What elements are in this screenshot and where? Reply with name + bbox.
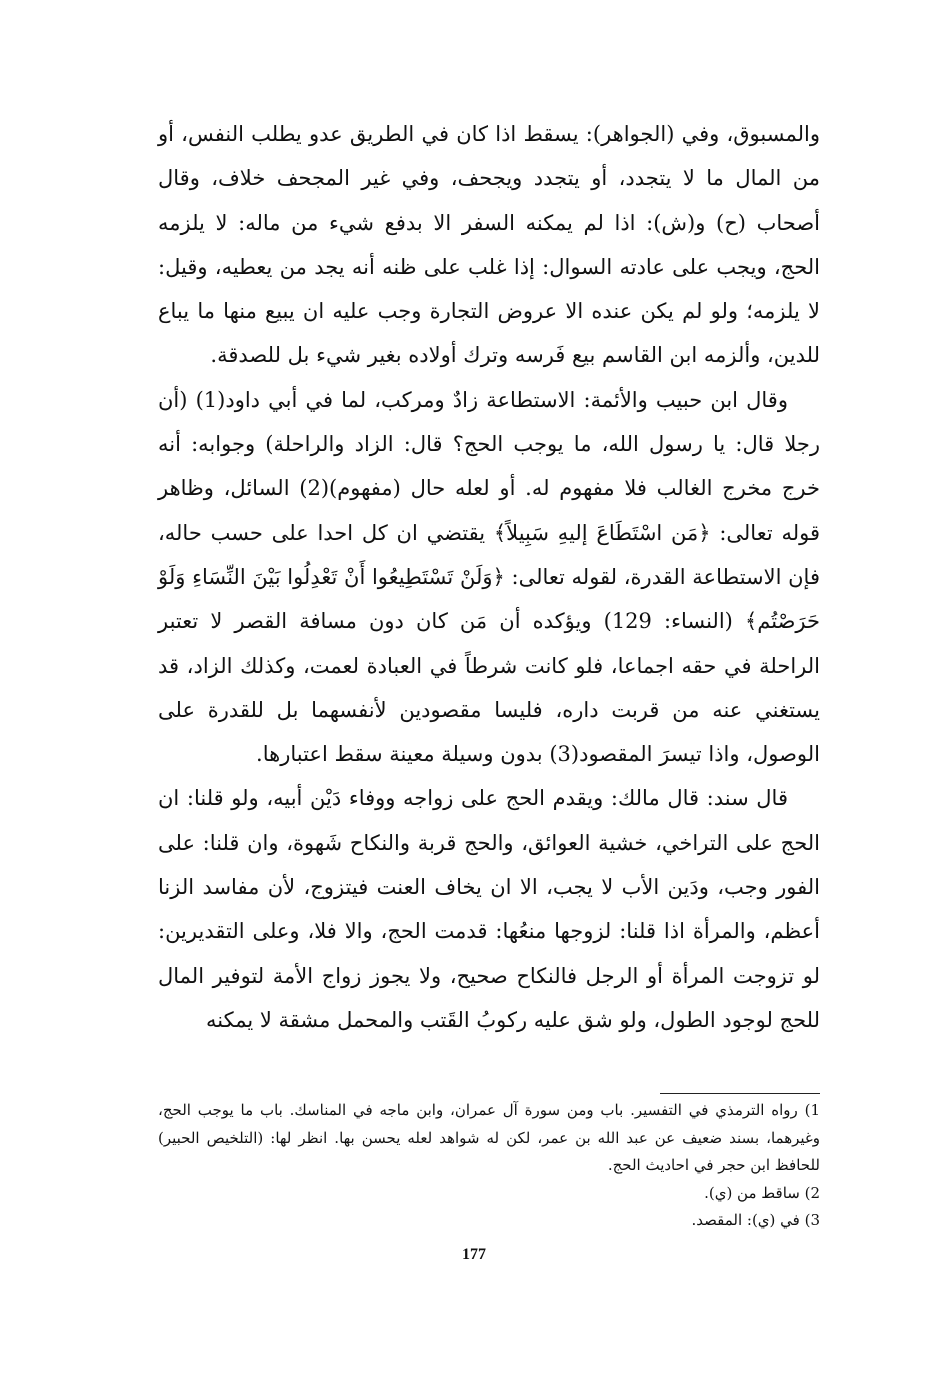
footnotes-section [158,1097,820,1235]
paragraph-3: قال سند: قال مالك: ويقدم الحج على زواجه ووفاء دَيْن أبيه، ولو قلنا: ان الحج على التراخي، خشية العوائق، والحج قربة والنكاح شَهوة، وان قلنا: على الفور وجب، ودَين الأب لا يجب، الا ان يخاف العنت فيتزوج، لأن مفاسد الزنا أعظم، والمرأة اذا قلنا: لزوجها منعُها: قدمت الحج، والا فلا، وعلى التقديرين: لو تزوجت المرأة أو الرجل فالنكاح صحيح، ولا يجوز زواج الأمة لتوفير المال للحج لوجود الطول، ولو شق عليه ركوبُ القَتب والمحمل مشقة لا يمكنه [158,786,820,1032]
paragraph-1: والمسبوق، وفي (الجواهر): يسقط اذا كان في الطريق عدو يطلب النفس، أو من المال ما لا يتجدد، أو يتجدد ويجحف، وفي غير المجحف خلاف، وقال أصحاب (ح) و(ش): اذا لم يمكنه السفر الا بدفع شيء من ماله: لا يلزمه الحج، ويجب على عادته السوال: إذا غلب على ظنه أنه يجد من يعطيه، وقيل: لا يلزمه؛ ولو لم يكن عنده الا عروض التجارة وجب عليه ان يبيع منها ما يباع للدين، وألزمه ابن القاسم بيع فَرسه وترك أولاده بغير شيء بل للصدقة. [158,122,820,368]
paragraph-2: وقال ابن حبيب والأئمة: الاستطاعة زادٌ ومركب، لما في أبي داود(1) (أن رجلا قال: يا رسول الله، ما يوجب الحج؟ قال: الزاد والراحلة) وجوابه: أنه خرج مخرج الغالب فلا مفهوم له. أو لعله حال (مفهوم)(2) السائل، وظاهر قوله تعالى: ﴿مَن اسْتَطَاعَ إليهِ سَبِيلاً﴾ يقتضي ان كل احدا على حسب حاله، فإن الاستطاعة القدرة، لقوله تعالى: ﴿وَلَنْ تَسْتَطِيعُوا أَنْ تَعْدِلُوا بَيْنَ النِّسَاءِ وَلَوْ حَرَصْتُم﴾ (النساء: 129) ويؤكده أن مَن كان دون مسافة القصر لا تعتبر الراحلة في حقه اجماعا، فلو كانت شرطاً في العبادة لعمت، وكذلك الزاد، قد يستغني عنه من قربت داره، فليسا مقصودين لأنفسهما بل للقدرة على الوصول، واذا تيسرَ المقصود(3) بدون وسيلة معينة سقط اعتبارها. [158,387,820,767]
footnote-1: 1) رواه الترمذي في التفسير. باب ومن سورة آل عمران، وابن ماجه في المناسك. باب ما يوجب الحج، وغيرهما، بسند ضعيف عن عبد الله بن عمر، لكن له شواهد لعله يحسن بها. انظر لها: (التلخيص الحبير) للحافظ ابن حجر في احاديث الحج. [158,1101,820,1174]
footnote-3: 3) في (ي): المقصد. [691,1211,820,1229]
page-number: 177 [462,1246,486,1263]
footnote-2: 2) ساقط من (ي). [704,1183,820,1202]
main-body-text [158,112,820,1042]
footnote-separator [660,1093,820,1094]
